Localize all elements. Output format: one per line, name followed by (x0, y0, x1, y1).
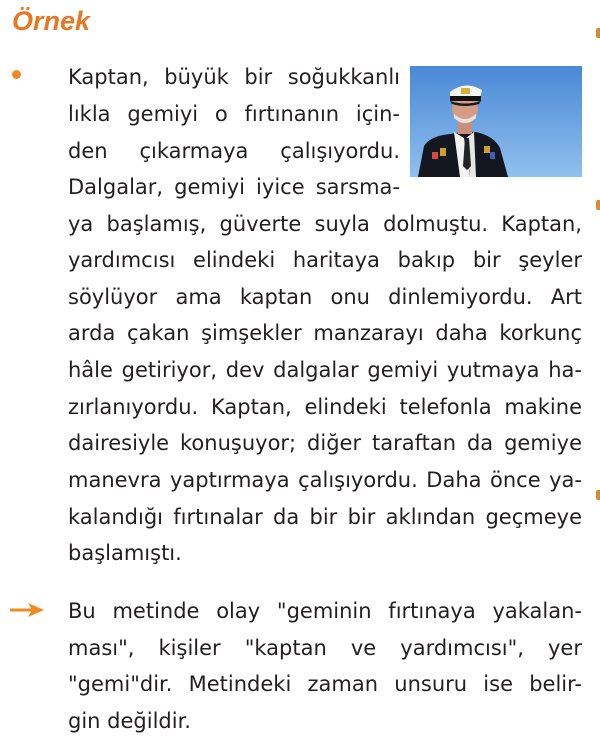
explanation-line: ması", kişiler "kaptan ve yardımcısı", yer (68, 636, 582, 660)
example-line: yardımcısı elindeki haritaya bakıp bir şeyler (68, 248, 582, 272)
example-line: arda çakan şimşekler manzarayı daha korkunç (68, 321, 582, 345)
example-line: başlamıştı. (68, 541, 182, 565)
example-line: den çıkarmaya çalışıyordu. (68, 139, 400, 163)
example-line: dairesiyle konuşuyor; diğer taraftan da gemiye (68, 431, 582, 455)
example-line: Dalgalar, gemiyi iyice sarsma- (68, 175, 400, 199)
explanation-line: gin değildir. (68, 709, 191, 733)
example-line: ya başlamış, güverte suyla dolmuştu. Kaptan, (68, 212, 582, 236)
section-title: Örnek (12, 6, 91, 36)
example-line: manevra yaptırmaya çalışıyordu. Daha önce ya- (68, 468, 582, 492)
orange-bullet-icon (12, 70, 21, 79)
explanation-line: "gemi"dir. Metindeki zaman unsuru ise belir- (68, 672, 582, 696)
orange-arrow-icon (10, 603, 44, 617)
example-line: Kaptan, büyük bir soğukkanlı (68, 65, 400, 89)
example-line: söylüyor ama kaptan onu dinlemiyordu. Art (68, 285, 582, 309)
page-edge-mark (596, 28, 600, 38)
example-line: lıkla gemiyi o fırtınanın için- (68, 102, 400, 126)
page-edge-mark (596, 200, 600, 210)
example-line: zırlanıyordu. Kaptan, elindeki telefonla makine (68, 395, 582, 419)
example-line: kalandığı fırtınalar da bir bir aklından geçmeye (68, 505, 582, 529)
captain-photo (410, 66, 582, 177)
captain-illustration (410, 66, 582, 177)
example-line: hâle getiriyor, dev dalgalar gemiyi yutmaya ha- (68, 358, 582, 382)
explanation-line: Bu metinde olay "geminin fırtınaya yakalan- (68, 599, 582, 623)
page-edge-mark (596, 490, 600, 500)
